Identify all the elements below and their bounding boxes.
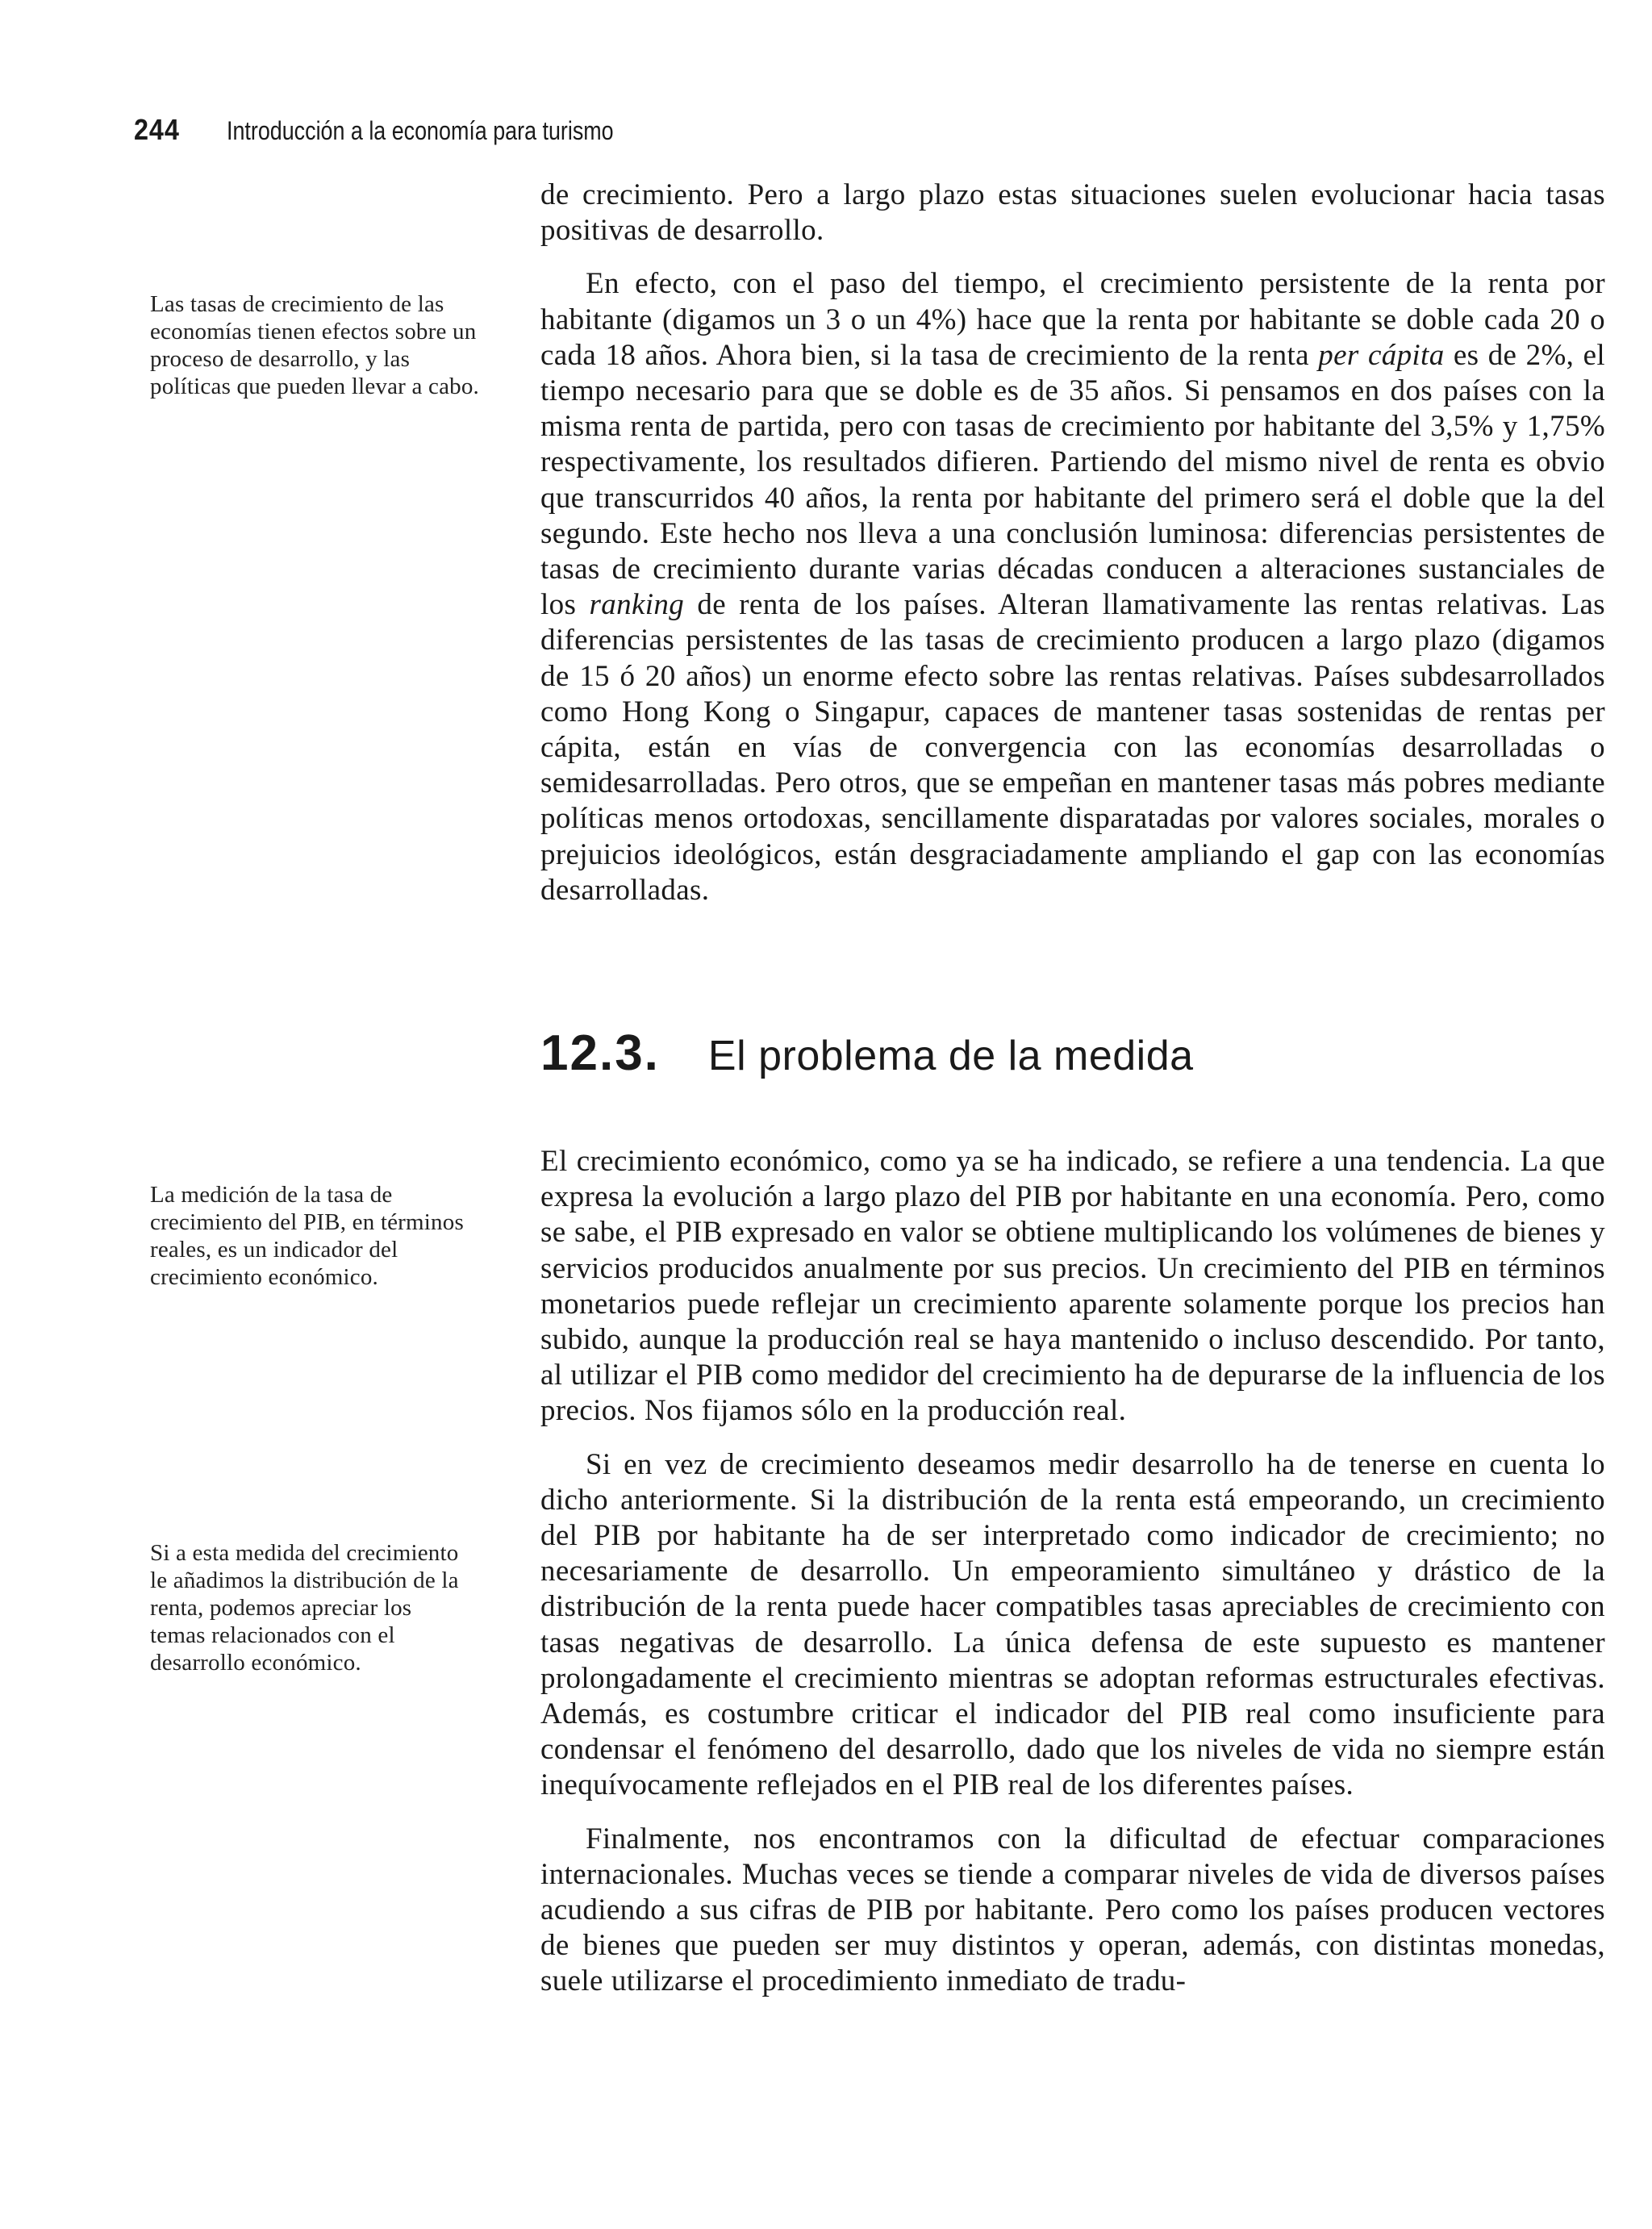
paragraph-continuation: de crecimiento. Pero a largo plazo estas situaciones suelen evolucionar hacia tasas positivas de desarrollo. (540, 178, 1605, 248)
page-header (134, 113, 687, 153)
paragraph-text: es de 2%, el tiempo necesario para que se doble es de 35 años. Si pensamos en dos países con la misma renta de partida, pero con tasas de crecimiento por habitante del 3,5% y 1,75% respectivamente, los resultados difieren. Partiendo del mismo nivel de renta es obvio que transcurridos 40 años, la renta por habitante del primero será el doble que la del segundo. Este hecho nos lleva a una conclusión luminosa: diferencias persistentes de tasas de crecimiento durante varias décadas conducen a alteraciones sustanciales de los (540, 338, 1605, 622)
section-number: 12.3. (540, 1025, 660, 1081)
page-number: 244 (134, 113, 180, 146)
italic-term: ranking (589, 588, 685, 622)
paragraph-international-comparisons: Finalmente, nos encontramos con la dificultad de efectuar comparaciones internacionales. Muchas veces se tiende a comparar niveles de vida de diversos países acudiendo a sus cifras de PIB por habitante. Pero como los países producen vectores de bienes que pueden ser muy distintos y operan, además, con distintas monedas, suele utilizarse el procedimiento inmediato de tradu- (540, 1822, 1605, 1998)
paragraph-development: Si en vez de crecimiento deseamos medir desarrollo ha de tenerse en cuenta lo dicho anteriormente. Si la distribución de la renta está empeorando, un crecimiento del PIB por habitante ha de ser interpretado como indicador de crecimiento; no necesariamente de desarrollo. Un empeoramiento simultáneo y drástico de la distribución de la renta puede hacer compatibles tasas apreciables de crecimiento con tasas negativas de desarrollo. La única defensa de este supuesto es mantener prolongadamente el crecimiento mientras se adoptan reformas estructurales efectivas. Además, es costumbre criticar el indicador del PIB real como insuficiente para condensar el fenómeno del desarrollo, dado que los niveles de vida no siempre están inequívocamente reflejados en el PIB real de los diferentes países. (540, 1447, 1605, 1802)
paragraph-text: En efecto, con el paso del tiempo, el crecimiento persistente de la renta por habitante (digamos un 3 o un 4%) hace que la renta por habitante se doble cada 20 o cada 18 años. Ahora bien, si la tasa de crecimiento de la renta (540, 267, 1605, 372)
section-title: El problema de la medida (707, 1033, 1194, 1079)
paragraph-text: de renta de los países. Alteran llamativamente las rentas relativas. Las diferencias persistentes de las tasas de crecimiento producen a largo plazo (digamos de 15 ó 20 años) un enorme efecto sobre las rentas relativas. Países subdesarrollados como Hong Kong o Singapur, capaces de mantener tasas sostenidas de rentas per cápita, están en vías de convergencia con las economías desarrolladas o semidesarrolladas. Pero otros, que se empeñan en mantener tasas más pobres mediante políticas menos ortodoxas, sencillamente disparatadas por valores sociales, morales o prejuicios ideológicos, están desgraciadamente ampliando el gap con las economías desarrolladas. (540, 588, 1605, 907)
paragraph-economic-growth: El crecimiento económico, como ya se ha indicado, se refiere a una tendencia. La que expresa la evolución a largo plazo del PIB por habitante en una economía. Pero, como se sabe, el PIB expresado en valor se obtiene multiplicando los volúmenes de bienes y servicios producidos anualmente por sus precios. Un crecimiento del PIB en términos monetarios puede reflejar un crecimiento aparente solamente porque los precios han subido, aunque la producción real se haya mantenido o incluso descendido. Por tanto, al utilizar el PIB como medidor del crecimiento ha de depurarse de la influencia de los precios. Nos fijamos sólo en la producción real. (540, 1145, 1605, 1428)
margin-note-3: Si a esta medida del crecimiento le añadimos la distribución de la renta, podemos apreciar los temas relacionados con el desarrollo económico. (150, 1540, 459, 1676)
main-text-section (540, 1144, 1605, 2000)
main-text-top (540, 177, 1605, 908)
margin-note-1: Las tasas de crecimiento de las economías tienen efectos sobre un proceso de desarrollo, y las políticas que pueden llevar a cabo. (150, 291, 480, 399)
running-title: Introducción a la economía para turismo (227, 116, 614, 145)
margin-note-2: La medición de la tasa de crecimiento del PIB, en términos reales, es un indicador del crecimiento económico. (150, 1182, 464, 1290)
section-heading (540, 1025, 1194, 1082)
paragraph-growth-rates (540, 266, 1605, 908)
italic-term: per cápita (1318, 338, 1445, 372)
